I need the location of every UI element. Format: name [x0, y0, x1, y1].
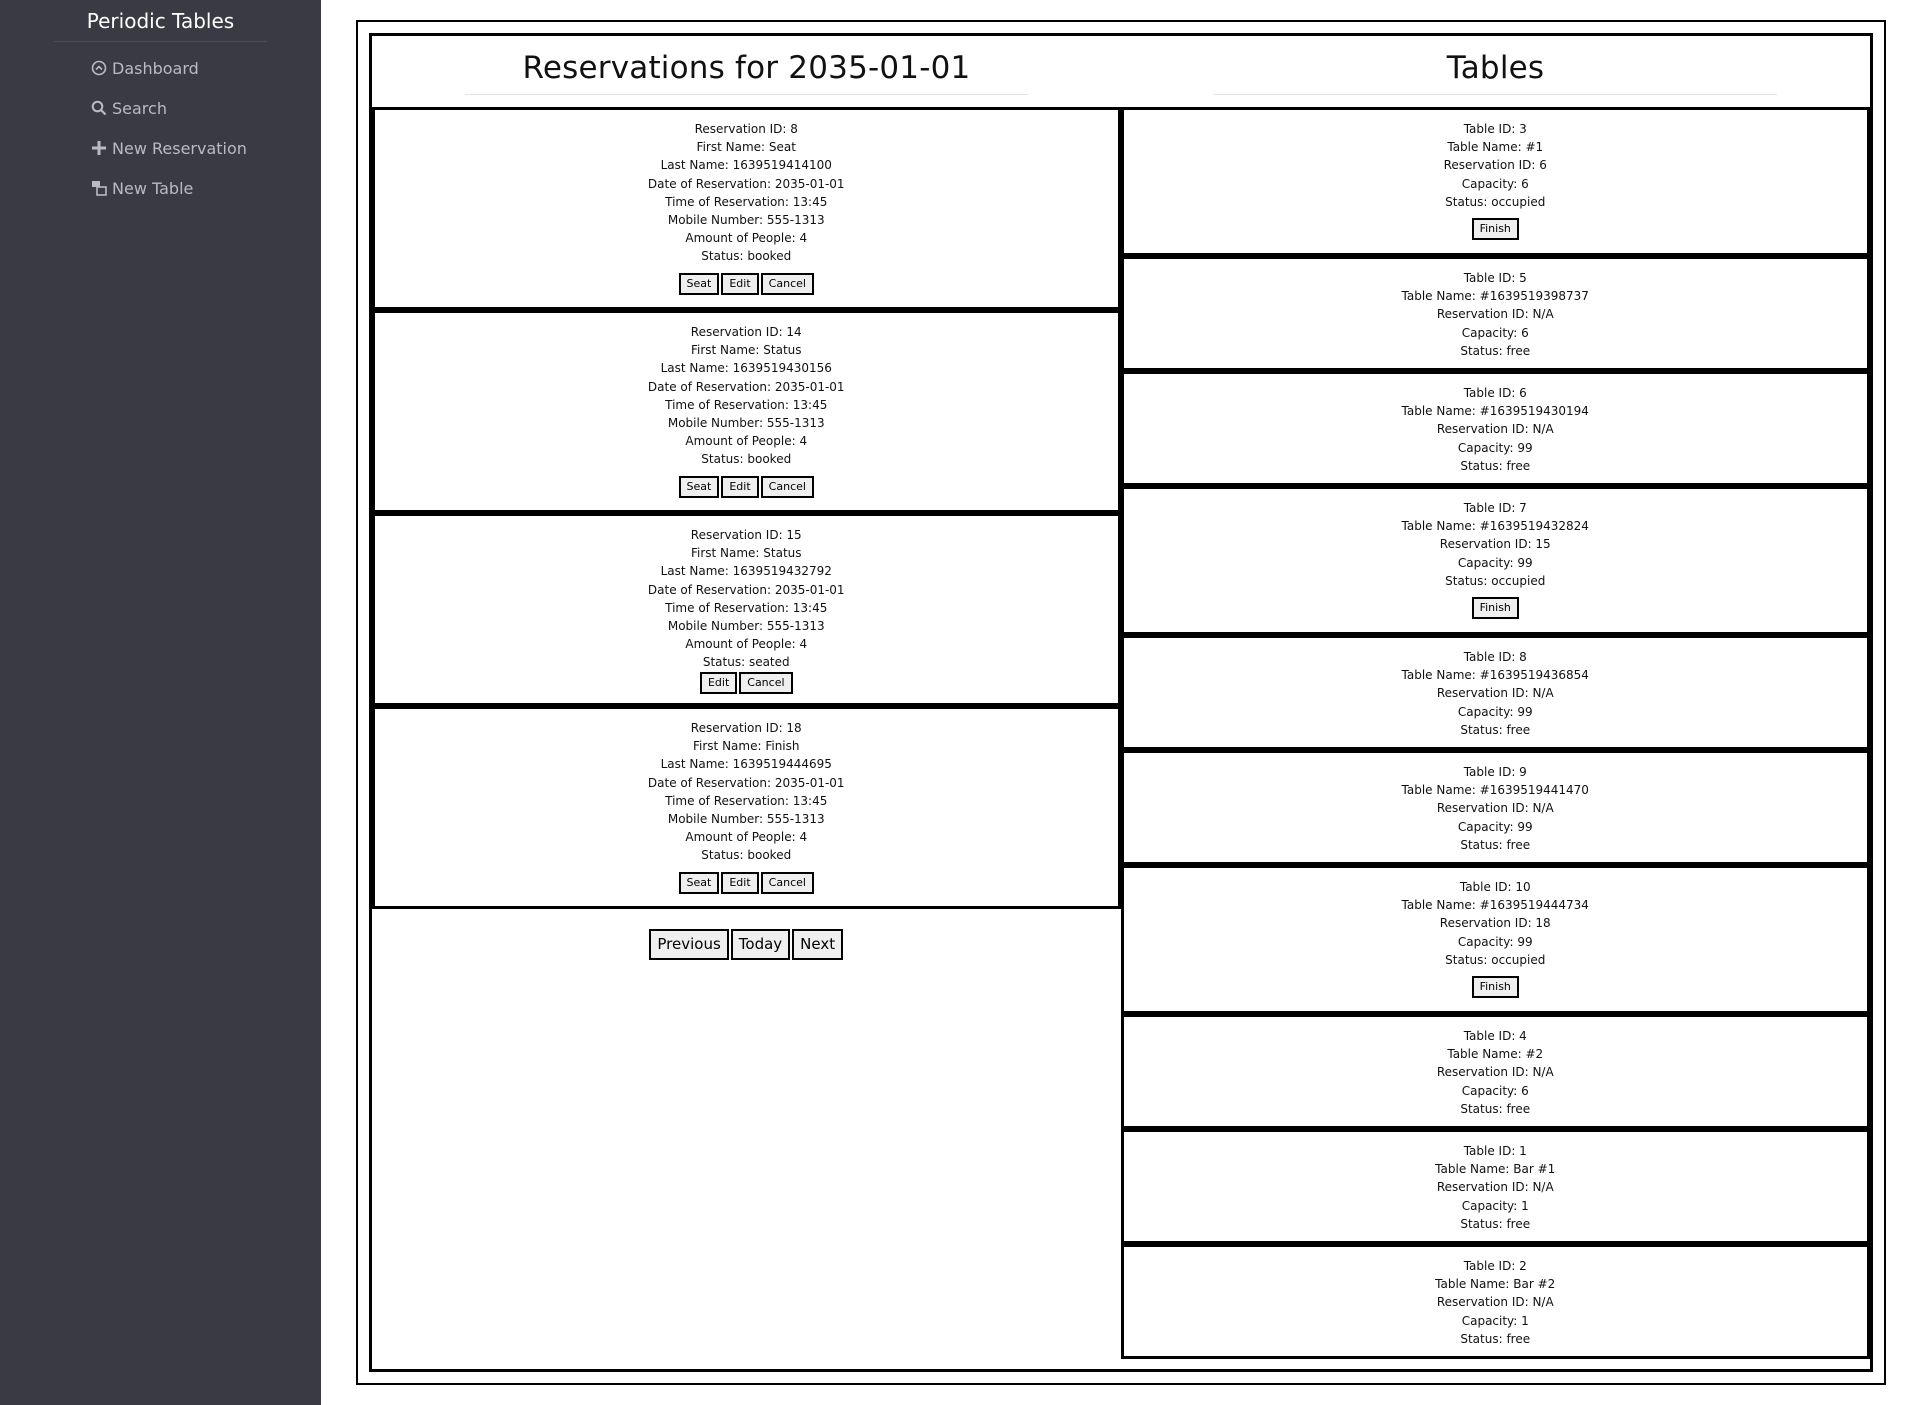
mobile-number: Mobile Number: 555-1313 [667, 213, 825, 228]
edit-button[interactable]: Edit [700, 672, 737, 694]
table-card [1121, 1129, 1871, 1244]
table-id: Table ID: 3 [1463, 122, 1527, 136]
people-count: Amount of People: 4 [685, 434, 808, 449]
table-id: Table ID: 2 [1463, 1259, 1527, 1273]
reservation-status: Status: booked [701, 848, 792, 863]
sidebar-item-new-reservation[interactable] [90, 128, 321, 168]
table-card [1121, 107, 1871, 256]
table-reservation-id: Reservation ID: N/A [1436, 801, 1554, 816]
table-status: Status: free [1460, 343, 1531, 358]
mobile-number: Mobile Number: 555-1313 [667, 812, 825, 827]
table-capacity: Capacity: 6 [1461, 176, 1529, 191]
table-id: Table ID: 1 [1463, 1144, 1527, 1158]
reservation-id: Reservation ID: 15 [690, 528, 802, 542]
reservations-title: Reservations for 2035-01-01 [522, 50, 971, 86]
reservation-card [372, 706, 1121, 909]
previous-button[interactable]: Previous [649, 929, 728, 960]
table-status: Status: occupied [1445, 194, 1546, 209]
table-capacity: Capacity: 99 [1457, 934, 1533, 949]
table-card [1121, 865, 1871, 1014]
last-name: Last Name: 1639519414100 [660, 158, 832, 173]
table-name: Table Name: #1639519441470 [1401, 783, 1589, 798]
reservation-card [372, 513, 1121, 706]
table-status: Status: free [1460, 458, 1531, 473]
table-id: Table ID: 8 [1463, 650, 1527, 664]
reservations-list [372, 107, 1121, 1367]
table-capacity: Capacity: 6 [1461, 325, 1529, 340]
first-name: First Name: Seat [696, 140, 796, 155]
reservations-header [372, 36, 1121, 107]
sidebar-item-label: Search [112, 98, 167, 118]
table-id: Table ID: 4 [1463, 1029, 1527, 1043]
table-capacity: Capacity: 6 [1461, 1083, 1529, 1098]
cancel-button[interactable]: Cancel [761, 872, 814, 894]
edit-button[interactable]: Edit [721, 872, 758, 894]
reservation-date: Date of Reservation: 2035-01-01 [647, 176, 845, 191]
table-card [1121, 750, 1871, 865]
reservation-time: Time of Reservation: 13:45 [665, 793, 828, 808]
reservation-time: Time of Reservation: 13:45 [665, 600, 828, 615]
tables-list [1121, 107, 1871, 1367]
table-name: Table Name: #2 [1447, 1047, 1544, 1062]
reservation-date: Date of Reservation: 2035-01-01 [647, 582, 845, 597]
table-capacity: Capacity: 99 [1457, 704, 1533, 719]
today-button[interactable]: Today [731, 929, 790, 960]
reservation-card [372, 310, 1121, 513]
table-status: Status: free [1460, 837, 1531, 852]
sidebar-item-label: New Reservation [112, 138, 247, 158]
table-name: Table Name: Bar #2 [1435, 1277, 1556, 1292]
table-reservation-id: Reservation ID: N/A [1436, 422, 1554, 437]
brand-title[interactable]: Periodic Tables [86, 9, 235, 33]
cancel-button[interactable]: Cancel [739, 672, 792, 694]
reservation-status: Status: seated [702, 655, 790, 670]
reservation-time: Time of Reservation: 13:45 [665, 397, 828, 412]
table-card [1121, 486, 1871, 635]
plus-icon [90, 139, 108, 157]
table-capacity: Capacity: 99 [1457, 819, 1533, 834]
table-reservation-id: Reservation ID: 6 [1443, 158, 1547, 173]
people-count: Amount of People: 4 [685, 637, 808, 652]
header-divider [1214, 94, 1777, 95]
search-icon [90, 99, 108, 117]
reservation-id: Reservation ID: 14 [690, 325, 802, 339]
reservation-status: Status: booked [701, 249, 792, 264]
table-id: Table ID: 10 [1459, 880, 1531, 894]
tables-header [1121, 36, 1870, 107]
reservation-date: Date of Reservation: 2035-01-01 [647, 379, 845, 394]
table-reservation-id: Reservation ID: 18 [1439, 916, 1551, 931]
finish-button[interactable]: Finish [1472, 218, 1519, 240]
sidebar-item-label: Dashboard [112, 58, 199, 78]
seat-button[interactable]: Seat [679, 273, 720, 295]
table-name: Table Name: Bar #1 [1435, 1162, 1556, 1177]
cancel-button[interactable]: Cancel [761, 476, 814, 498]
finish-button[interactable]: Finish [1472, 976, 1519, 998]
sidebar-nav [0, 42, 321, 208]
table-status: Status: free [1460, 722, 1531, 737]
table-status: Status: free [1460, 1331, 1531, 1346]
tables-title: Tables [1446, 50, 1545, 86]
table-card [1121, 1244, 1871, 1359]
table-name: Table Name: #1639519430194 [1401, 404, 1589, 419]
sidebar-item-label: New Table [112, 178, 194, 198]
table-card [1121, 256, 1871, 371]
main-container [356, 20, 1886, 1385]
table-reservation-id: Reservation ID: N/A [1436, 307, 1554, 322]
header-divider [465, 94, 1028, 95]
finish-button[interactable]: Finish [1472, 597, 1519, 619]
seat-button[interactable]: Seat [679, 872, 720, 894]
people-count: Amount of People: 4 [685, 830, 808, 845]
reservation-id: Reservation ID: 18 [690, 721, 802, 735]
table-status: Status: free [1460, 1101, 1531, 1116]
dashboard-icon [90, 59, 108, 77]
table-status: Status: occupied [1445, 573, 1546, 588]
dashboard-panel [369, 33, 1873, 1372]
table-status: Status: occupied [1445, 952, 1546, 967]
date-pager [372, 909, 1121, 960]
edit-button[interactable]: Edit [721, 476, 758, 498]
table-card [1121, 1014, 1871, 1129]
last-name: Last Name: 1639519444695 [660, 757, 832, 772]
sidebar-item-search[interactable] [90, 88, 321, 128]
table-capacity: Capacity: 99 [1457, 555, 1533, 570]
reservation-id: Reservation ID: 8 [694, 122, 798, 136]
reservation-card [372, 107, 1121, 310]
reservation-status: Status: booked [701, 452, 792, 467]
table-capacity: Capacity: 1 [1461, 1198, 1529, 1213]
table-status: Status: free [1460, 1216, 1531, 1231]
sidebar [0, 0, 321, 1405]
mobile-number: Mobile Number: 555-1313 [667, 619, 825, 634]
table-id: Table ID: 6 [1463, 386, 1527, 400]
table-card [1121, 635, 1871, 750]
table-reservation-id: Reservation ID: N/A [1436, 1065, 1554, 1080]
table-name: Table Name: #1639519398737 [1401, 289, 1589, 304]
sidebar-item-new-table[interactable] [90, 168, 321, 208]
table-name: Table Name: #1639519432824 [1401, 519, 1589, 534]
table-reservation-id: Reservation ID: N/A [1436, 686, 1554, 701]
table-capacity: Capacity: 99 [1457, 440, 1533, 455]
table-card [1121, 371, 1871, 486]
seat-button[interactable]: Seat [679, 476, 720, 498]
reservation-time: Time of Reservation: 13:45 [665, 194, 828, 209]
mobile-number: Mobile Number: 555-1313 [667, 416, 825, 431]
people-count: Amount of People: 4 [685, 231, 808, 246]
first-name: First Name: Status [690, 546, 802, 561]
edit-button[interactable]: Edit [721, 273, 758, 295]
last-name: Last Name: 1639519430156 [660, 361, 832, 376]
next-button[interactable]: Next [792, 929, 843, 960]
table-id: Table ID: 9 [1463, 765, 1527, 779]
sidebar-item-dashboard[interactable] [90, 48, 321, 88]
table-name: Table Name: #1639519436854 [1401, 668, 1589, 683]
table-capacity: Capacity: 1 [1461, 1313, 1529, 1328]
table-reservation-id: Reservation ID: 15 [1439, 537, 1551, 552]
first-name: First Name: Status [690, 343, 802, 358]
table-name: Table Name: #1 [1447, 140, 1544, 155]
first-name: First Name: Finish [693, 739, 800, 754]
reservation-date: Date of Reservation: 2035-01-01 [647, 775, 845, 790]
table-id: Table ID: 5 [1463, 271, 1527, 285]
table-id: Table ID: 7 [1463, 501, 1527, 515]
table-reservation-id: Reservation ID: N/A [1436, 1180, 1554, 1195]
last-name: Last Name: 1639519432792 [660, 564, 832, 579]
cancel-button[interactable]: Cancel [761, 273, 814, 295]
table-name: Table Name: #1639519444734 [1401, 898, 1589, 913]
table-reservation-id: Reservation ID: N/A [1436, 1295, 1554, 1310]
table-icon [90, 179, 108, 197]
